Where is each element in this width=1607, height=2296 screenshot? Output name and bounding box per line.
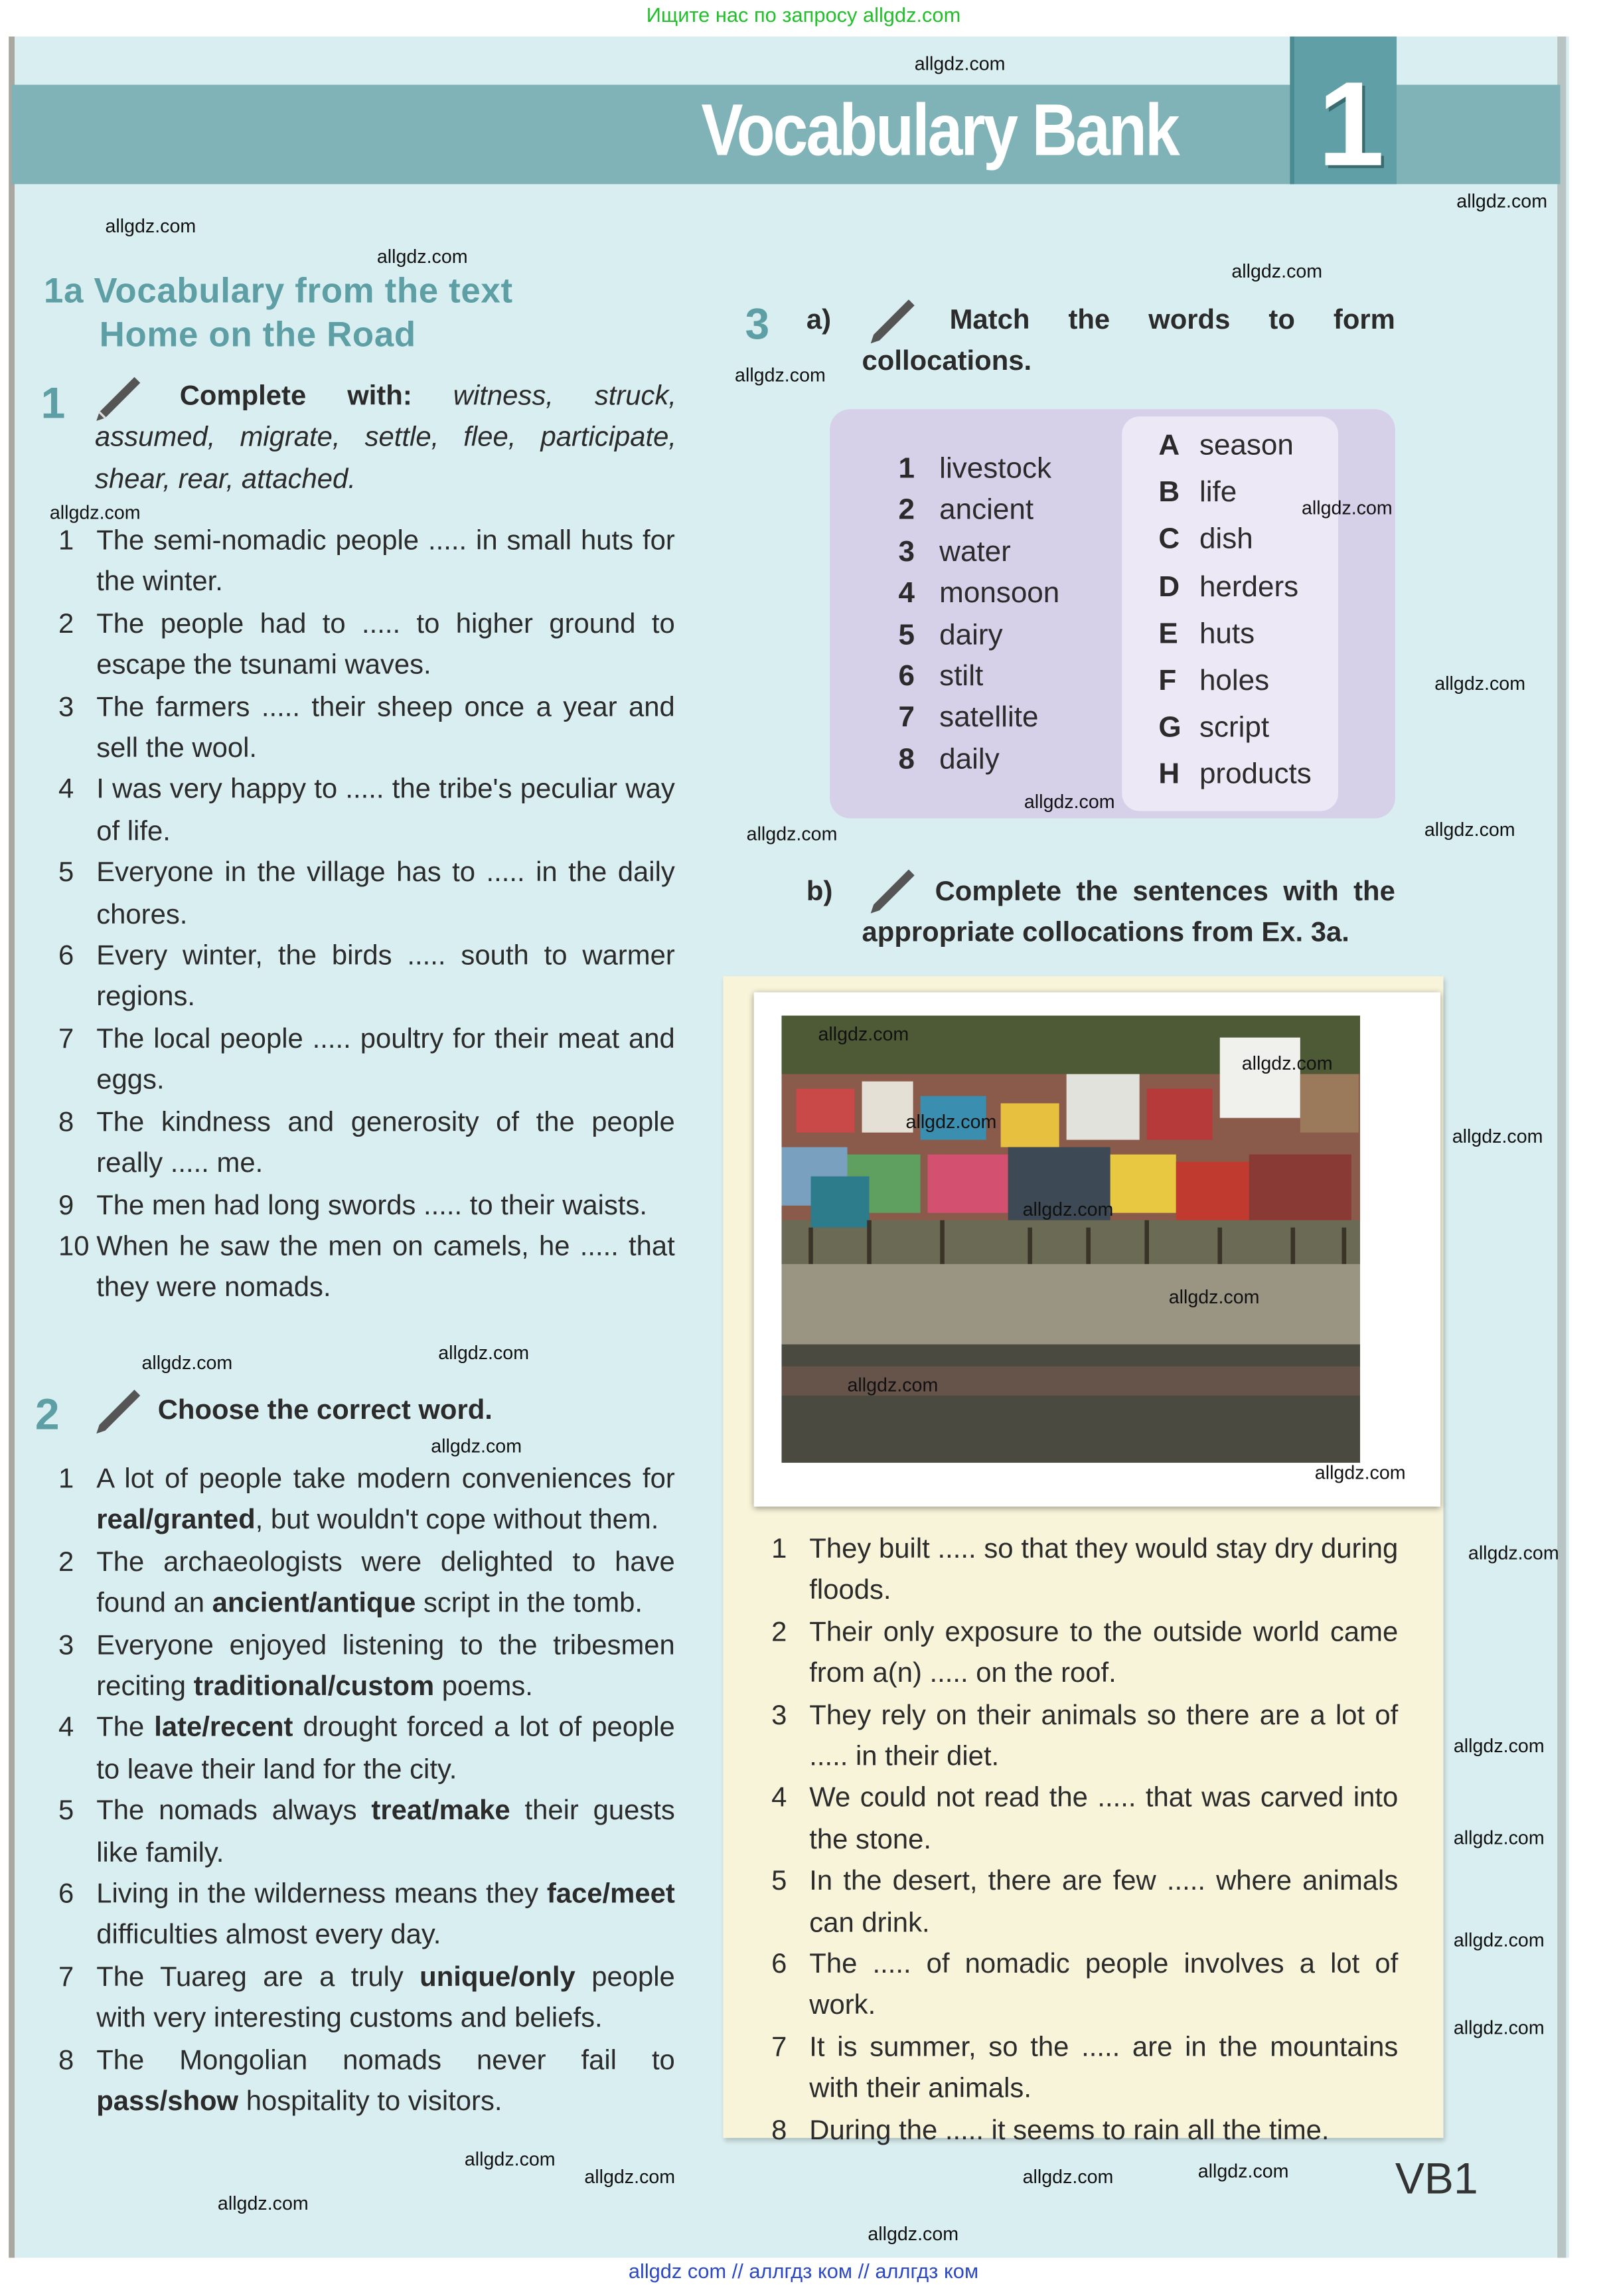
list-item [759, 1779, 1398, 1862]
unit-number-box [1290, 37, 1397, 192]
word-text: ancient [939, 494, 1034, 527]
watermark-text: allgdz.com [1168, 1285, 1260, 1308]
left-word [899, 532, 1060, 574]
left-word [899, 573, 1060, 615]
item-text: They built ..... so that they would stay dry during floods. [809, 1534, 1399, 1607]
right-word [1158, 422, 1311, 469]
list-item [46, 2041, 674, 2124]
list-item [759, 2111, 1398, 2153]
item-number: 2 [771, 1617, 787, 1649]
item-number: 4 [58, 775, 74, 806]
word-text: holes [1199, 665, 1270, 697]
item-text: The kindness and generosity of the people really ..... me. [96, 1107, 675, 1180]
item-letter: D [1158, 570, 1180, 604]
list-item [46, 854, 674, 937]
word-text: huts [1199, 617, 1255, 650]
watermark-text: allgdz.com [1456, 190, 1548, 212]
item-number: 8 [771, 2115, 787, 2147]
item-text: Everyone in the village has to ..... in the daily chores. [96, 858, 675, 931]
item-text: We could not read the ..... that was carved into the stone. [809, 1783, 1399, 1856]
page-edge [1557, 37, 1566, 2257]
item-text: The Tuareg are a truly [96, 1962, 420, 1993]
item-number: 5 [771, 1866, 787, 1898]
watermark-text: allgdz.com [438, 1341, 530, 1364]
right-word [1158, 517, 1311, 564]
item-text: The nomads always [96, 1796, 372, 1827]
item-text: , but wouldn't cope without them. [255, 1505, 659, 1537]
item-number: 4 [898, 577, 915, 610]
watermark-text: allgdz.com [584, 2165, 676, 2188]
item-text: people with very interesting customs and beliefs. [96, 1962, 675, 2035]
item-number: 8 [58, 1107, 74, 1138]
watermark-text: allgdz.com [1452, 1125, 1543, 1147]
stilt-houses-photo [754, 992, 1440, 1507]
word-choice[interactable]: real/granted [96, 1505, 256, 1537]
section-subtitle: Home on the Road [99, 315, 416, 355]
left-word [899, 656, 1060, 698]
list-item [46, 605, 674, 688]
page-number: VB1 [1395, 2155, 1478, 2204]
word-text: herders [1199, 570, 1299, 604]
part-a-label: a) [806, 305, 832, 337]
word-text: products [1199, 759, 1312, 791]
watermark-text: allgdz.com [914, 52, 1006, 75]
item-number: 7 [898, 702, 915, 734]
item-number: 1 [771, 1534, 787, 1566]
word-text: daily [939, 743, 1000, 776]
exercise-3a-instruction [862, 301, 1395, 384]
right-word [1158, 469, 1311, 517]
list-item [759, 1945, 1398, 2028]
item-text: The local people ..... poultry for their meat and eggs. [96, 1024, 675, 1097]
item-number: 7 [58, 1962, 74, 1993]
item-number: 2 [58, 609, 74, 640]
watermark-text: allgdz.com [818, 1023, 909, 1045]
left-word [899, 615, 1060, 657]
right-word [1158, 752, 1311, 799]
watermark-text: allgdz.com [464, 2148, 556, 2171]
word-text: monsoon [939, 577, 1060, 610]
item-letter: F [1158, 665, 1177, 697]
item-text: Everyone enjoyed listening to the tribesmen reciting [96, 1630, 675, 1703]
right-word [1158, 564, 1311, 611]
watermark-text: allgdz.com [1231, 260, 1323, 282]
watermark-text: allgdz.com [1424, 818, 1515, 841]
watermark-text: allgdz.com [431, 1435, 522, 1457]
list-item [46, 1958, 674, 2041]
item-text: Living in the wilderness means they [96, 1879, 547, 1910]
watermark-text: allgdz.com [105, 214, 196, 237]
word-text: satellite [939, 702, 1039, 734]
bottom-banner[interactable]: allgdz com // аллгдз ком // аллгдз ком [628, 2259, 979, 2283]
item-text: They rely on their animals so there are a lot of ..... in their diet. [809, 1700, 1399, 1773]
item-number: 3 [898, 536, 915, 568]
watermark-text: allgdz.com [1314, 1461, 1406, 1483]
item-text: It is summer, so the ..... are in the mountains with their animals. [809, 2032, 1399, 2105]
watermark-text: allgdz.com [1022, 2165, 1114, 2188]
right-word [1158, 611, 1311, 658]
watermark-text: allgdz.com [1434, 672, 1526, 695]
watermark-text: allgdz.com [1453, 1734, 1545, 1757]
watermark-text: allgdz.com [868, 2222, 959, 2245]
item-text: The men had long swords ..... to their waists. [96, 1190, 648, 1221]
left-word [899, 739, 1060, 781]
item-text: The ..... of nomadic people involves a lot of work. [809, 1949, 1399, 2022]
item-text: During the ..... it seems to rain all the time. [809, 2115, 1330, 2147]
item-number: 10 [58, 1232, 90, 1263]
list-item [759, 1530, 1398, 1613]
item-text: The [96, 1713, 155, 1744]
item-number: 1 [58, 1464, 74, 1495]
item-text: The Mongolian nomads never fail to [96, 2045, 675, 2076]
exercise-2-list [46, 1460, 674, 2124]
item-number: 4 [58, 1713, 74, 1744]
item-number: 1 [58, 526, 74, 557]
top-search-banner[interactable]: Ищите нас по запросу allgdz.com [646, 3, 961, 27]
watermark-text: allgdz.com [905, 1110, 997, 1133]
list-item [46, 1020, 674, 1103]
list-item [759, 1696, 1398, 1779]
item-number: 5 [58, 1796, 74, 1827]
word-text: dairy [939, 619, 1003, 651]
section-heading [44, 272, 513, 313]
item-number: 3 [771, 1700, 787, 1732]
word-text: dish [1199, 523, 1253, 556]
item-text: I was very happy to ..... the tribe's peculiar way of life. [96, 775, 675, 848]
item-number: 5 [58, 858, 74, 889]
list-item [46, 1228, 674, 1311]
item-number: 7 [771, 2032, 787, 2064]
item-text: The farmers ..... their sheep once a year and sell the wool. [96, 692, 675, 765]
item-text: When he saw the men on camels, he ..... that they were nomads. [96, 1232, 675, 1304]
item-letter: H [1158, 759, 1180, 791]
list-item [46, 1186, 674, 1228]
watermark-text: allgdz.com [376, 245, 468, 268]
item-number: 6 [898, 660, 915, 693]
word-text: life [1199, 476, 1237, 509]
word-choice[interactable]: treat/make [371, 1796, 510, 1827]
exercise-1-number: 1 [40, 380, 66, 428]
word-bank: witness, struck, assumed, migrate, settle, flee, participate, shear, rear, attached. [95, 381, 677, 495]
watermark-text: allgdz.com [746, 823, 838, 845]
item-text: Every winter, the birds ..... south to warmer regions. [96, 941, 675, 1014]
unit-number: 1 [1318, 58, 1385, 192]
watermark-text: allgdz.com [1468, 1541, 1559, 1564]
exercise-1-instruction [95, 377, 676, 502]
exercise-3b-instruction [862, 872, 1395, 955]
exercise-3-number: 3 [745, 301, 770, 350]
left-word-column [899, 449, 1060, 781]
left-word [899, 490, 1060, 532]
watermark-text: allgdz.com [735, 364, 826, 386]
list-item [46, 1543, 674, 1626]
list-item [759, 1613, 1398, 1696]
left-word [899, 698, 1060, 740]
list-item [759, 1862, 1398, 1945]
watermark-text: allgdz.com [847, 1373, 939, 1396]
item-number: 4 [771, 1783, 787, 1815]
item-letter: A [1158, 430, 1180, 462]
right-word-column [1158, 422, 1311, 799]
watermark-text: allgdz.com [141, 1351, 233, 1374]
word-choice[interactable]: face/meet [546, 1879, 675, 1910]
item-number: 1 [898, 453, 915, 485]
item-number: 2 [898, 494, 915, 527]
item-text: The archaeologists were delighted to have found an [96, 1547, 675, 1620]
item-text: drought forced a lot of people to leave their land for the city. [96, 1713, 675, 1786]
item-text: In the desert, there are few ..... where animals can drink. [809, 1866, 1399, 1939]
item-text: poems. [434, 1671, 533, 1703]
photo-image [781, 1016, 1360, 1463]
right-word [1158, 657, 1311, 704]
list-item [46, 1709, 674, 1792]
item-number: 2 [58, 1547, 74, 1578]
list-item [759, 2028, 1398, 2111]
item-letter: E [1158, 617, 1178, 650]
left-word [899, 449, 1060, 491]
item-text: script in the tomb. [416, 1588, 643, 1620]
watermark-text: allgdz.com [1453, 1929, 1545, 1951]
item-text: difficulties almost every day. [96, 1921, 441, 1952]
item-text: their guests like family. [96, 1796, 675, 1869]
pen-icon [90, 1385, 140, 1435]
right-word [1158, 704, 1311, 752]
list-item [46, 1792, 674, 1875]
item-text: The people had to ..... to higher ground to escape the tsunami waves. [96, 609, 675, 682]
watermark-text: allgdz.com [1197, 2159, 1289, 2182]
word-choice[interactable]: ancient/antique [212, 1588, 416, 1620]
exercise-3b-list [759, 1530, 1398, 2153]
watermark-text: allgdz.com [1241, 1052, 1333, 1074]
list-item [46, 522, 674, 605]
instruction-text: Complete with: [179, 381, 412, 412]
item-number: 6 [58, 941, 74, 972]
instruction-text: Match the words to form collocations. [862, 305, 1395, 378]
section-code: 1a [44, 272, 84, 311]
part-b-label: b) [806, 876, 833, 908]
list-item [46, 937, 674, 1020]
list-item [46, 1103, 674, 1186]
item-text: Their only exposure to the outside world came from a(n) ..... on the roof. [809, 1617, 1399, 1690]
watermark-text: allgdz.com [1453, 1827, 1545, 1849]
list-item [46, 771, 674, 854]
item-number: 3 [58, 1630, 74, 1661]
item-text: hospitality to visitors. [238, 2087, 502, 2118]
list-item [46, 688, 674, 771]
section-title: Vocabulary from the text [94, 272, 513, 311]
list-item [46, 1460, 674, 1543]
word-choice[interactable]: traditional/custom [193, 1671, 435, 1703]
watermark-text: allgdz.com [49, 501, 141, 523]
word-choice[interactable]: late/recent [154, 1713, 293, 1744]
list-item [46, 1626, 674, 1709]
page-title: Vocabulary Bank [701, 89, 1178, 171]
item-number: 9 [58, 1190, 74, 1221]
item-letter: C [1158, 523, 1180, 556]
watermark-text: allgdz.com [217, 2192, 309, 2214]
word-text: season [1199, 430, 1294, 462]
item-number: 3 [58, 692, 74, 723]
item-letter: B [1158, 476, 1180, 509]
item-number: 8 [58, 2045, 74, 2076]
exercise-2-number: 2 [35, 1391, 60, 1439]
item-letter: G [1158, 712, 1182, 744]
list-item [46, 1875, 674, 1958]
item-text: A lot of people take modern conveniences for [96, 1464, 675, 1495]
watermark-text: allgdz.com [1022, 1198, 1114, 1220]
item-number: 6 [771, 1949, 787, 1981]
exercise-1-list [46, 522, 674, 1311]
item-number: 6 [58, 1879, 74, 1910]
item-number: 5 [898, 619, 915, 651]
watermark-text: allgdz.com [1302, 497, 1393, 519]
watermark-text: allgdz.com [1453, 2016, 1545, 2039]
item-text: The semi-nomadic people ..... in small huts for the winter. [96, 526, 675, 599]
instruction-text: Complete the sentences with the appropriate collocations from Ex. 3a. [862, 876, 1395, 949]
word-text: livestock [939, 453, 1051, 485]
word-text: script [1199, 712, 1270, 744]
word-text: stilt [939, 660, 984, 693]
watermark-text: allgdz.com [1024, 790, 1115, 813]
word-choice[interactable]: pass/show [96, 2087, 239, 2118]
exercise-2-instruction: Choose the correct word. [157, 1395, 493, 1427]
word-choice[interactable]: unique/only [420, 1962, 575, 1993]
item-number: 7 [58, 1024, 74, 1055]
word-text: water [939, 536, 1011, 568]
item-number: 8 [898, 743, 915, 776]
